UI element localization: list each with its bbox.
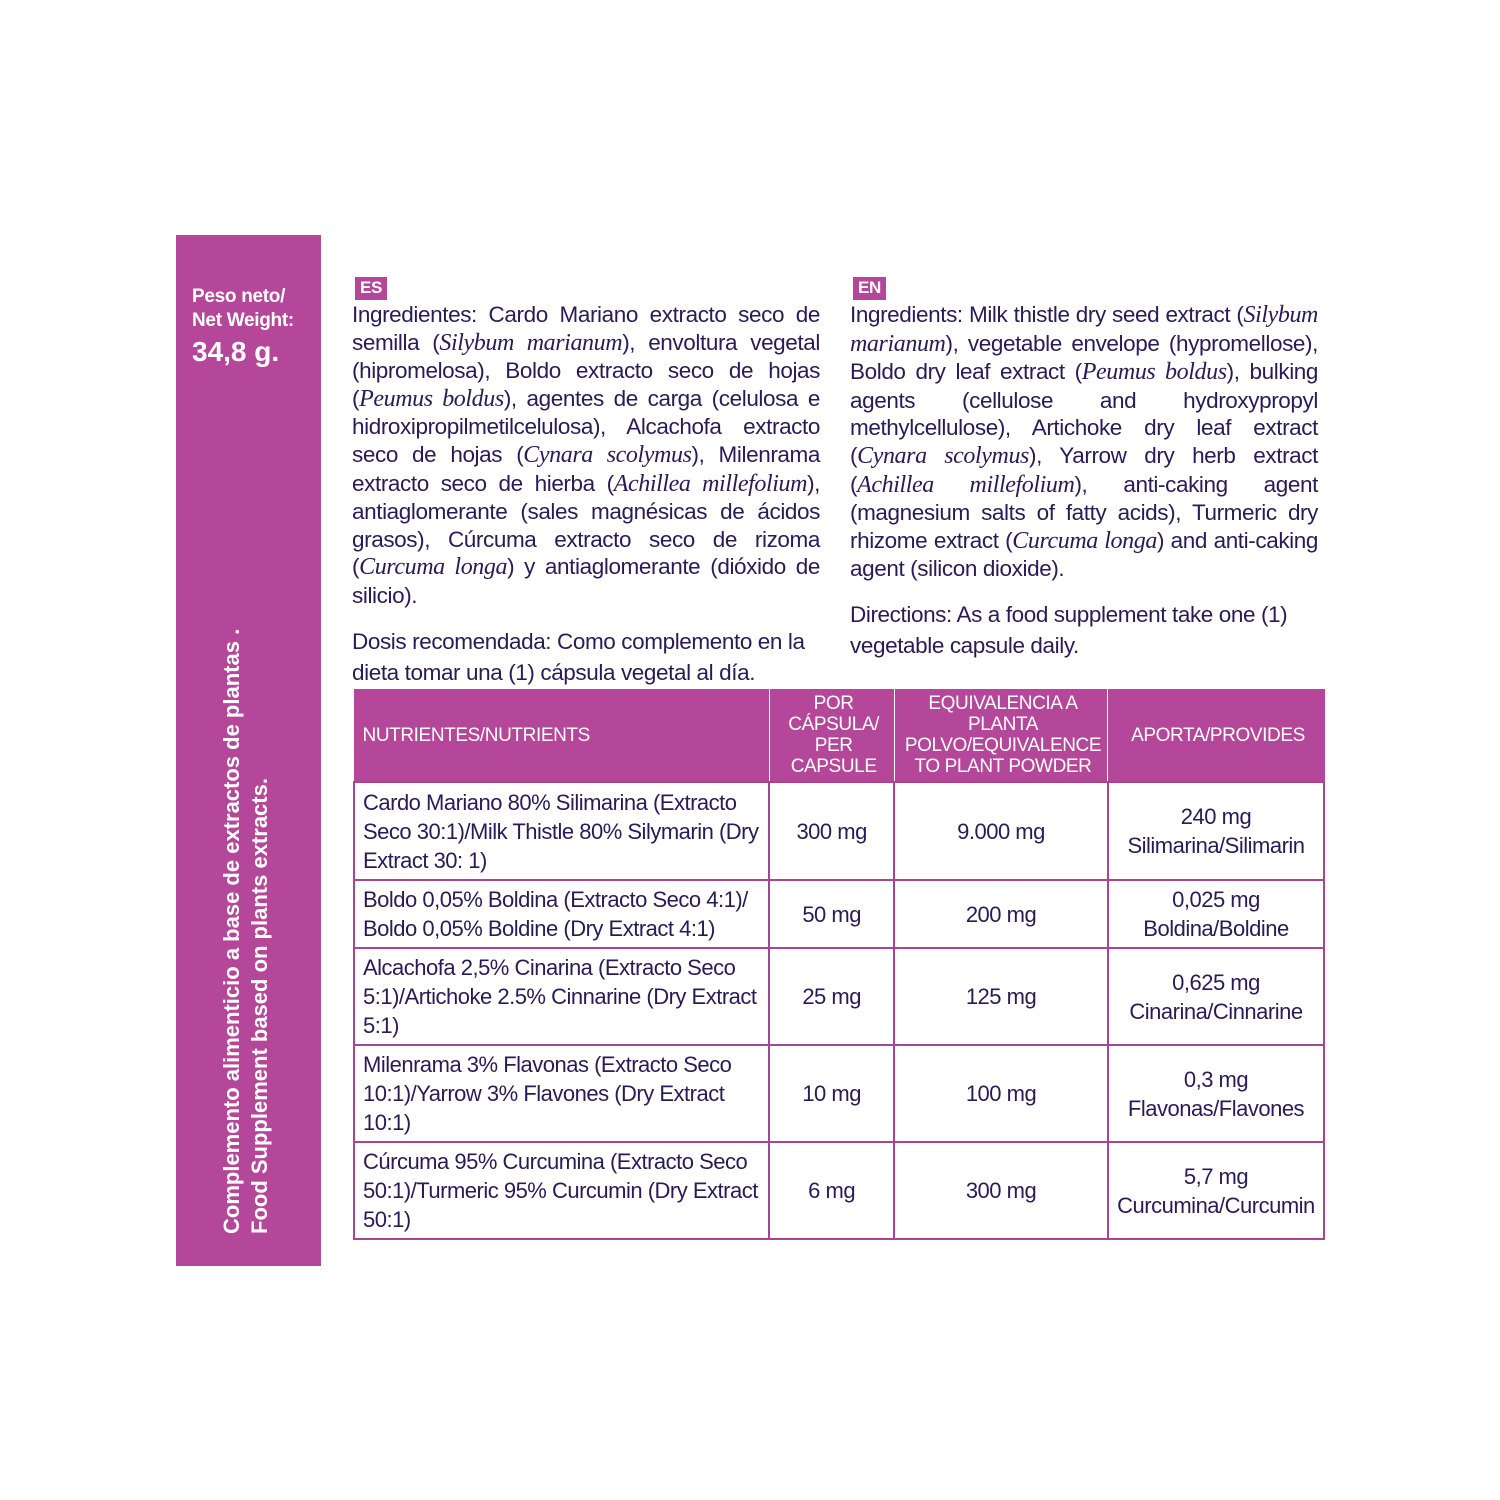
table-header-row (354, 689, 1324, 782)
language-badge-es: ES (355, 277, 387, 300)
header-provides: APORTA/PROVIDES (1108, 689, 1324, 782)
provides-cell (1108, 948, 1324, 1045)
net-weight-value: 34,8 g. (192, 336, 280, 367)
species-name: Curcuma longa (1012, 527, 1157, 554)
ingredient-text: ), vegetable envelope (hypromellose), Boldo dry leaf extract ( (850, 330, 1318, 385)
provides-compound: Curcumina/Curcumin (1117, 1192, 1315, 1218)
ingredient-text: ), antiaglomerante (sales magnésicas de ácidos grasos), Cúrcuma extracto seco de rizoma ( (352, 470, 821, 580)
provides-cell (1108, 1045, 1324, 1142)
nutrient-cell: Alcachofa 2,5% Cinarina (Extracto Seco 5:1)/Artichoke 2.5% Cinnarine (Dry Extract 5:1) (354, 948, 769, 1045)
spanish-column (352, 272, 820, 688)
nutrient-cell: Milenrama 3% Flavonas (Extracto Seco 10:1)/Yarrow 3% Flavones (Dry Extract 10:1) (354, 1045, 769, 1142)
sidebar-band (176, 235, 321, 1266)
net-weight-label-es: Peso neto/ (192, 286, 286, 307)
ingredient-text: ), Milenrama extracto seco de hierba ( (352, 441, 820, 496)
header-equivalence: EQUIVALENCIA A PLANTA POLVO/EQUIVALENCE TO PLANT POWDER (894, 689, 1108, 782)
equivalence-cell: 100 mg (894, 1045, 1108, 1142)
table-row (354, 782, 1324, 880)
ingredient-text: ), Yarrow dry herb extract ( (850, 442, 1318, 497)
provides-cell (1108, 782, 1324, 880)
table-row (354, 880, 1324, 948)
provides-compound: Flavonas/Flavones (1127, 1095, 1305, 1121)
per-capsule-cell: 6 mg (769, 1142, 894, 1239)
species-name: Peumus boldus (1081, 359, 1227, 386)
provides-cell (1108, 1142, 1324, 1239)
provides-compound: Cinarina/Cinnarine (1129, 998, 1303, 1024)
provides-cell (1108, 880, 1324, 948)
ingredient-text: ), bulking agents (cellulose and hydroxypropyl methylcellulose), Artichoke dry leaf extract ( (850, 359, 1319, 468)
provides-amount: 0,3 mg (1183, 1066, 1249, 1092)
product-description-es: Complemento alimenticio a base de extractos de plantas . (219, 628, 244, 1234)
ingredient-text: Ingredients: Milk thistle dry seed extract ( (850, 302, 1244, 327)
ingredient-text: ), envoltura vegetal (hipromelosa), Boldo extracto seco de hojas ( (352, 329, 820, 411)
product-description (218, 614, 274, 1234)
equivalence-cell: 125 mg (894, 948, 1108, 1045)
equivalence-cell: 200 mg (894, 880, 1108, 948)
species-name: Achillea millefolium (613, 470, 808, 497)
nutrient-cell: Cardo Mariano 80% Silimarina (Extracto Seco 30:1)/Milk Thistle 80% Silymarin (Dry Extract 30: 1) (354, 782, 769, 880)
species-name: Silybum marianum (850, 302, 1318, 357)
per-capsule-cell: 25 mg (769, 948, 894, 1045)
table-row (354, 948, 1324, 1045)
nutrient-cell: Cúrcuma 95% Curcumina (Extracto Seco 50:1)/Turmeric 95% Curcumin (Dry Extract 50:1) (354, 1142, 769, 1239)
species-name: Cynara scolymus (523, 441, 692, 468)
product-description-en: Food Supplement based on plants extracts. (247, 778, 272, 1234)
provides-amount: 0,025 mg (1172, 887, 1260, 912)
net-weight-label-en: Net Weight: (192, 310, 294, 331)
table-row (354, 1045, 1324, 1142)
provides-amount: 5,7 mg (1183, 1163, 1249, 1189)
net-weight (192, 285, 294, 371)
provides-compound: Boldina/Boldine (1143, 916, 1289, 941)
species-name: Silybum marianum (439, 329, 623, 356)
header-nutrients: NUTRIENTES/NUTRIENTS (354, 689, 769, 782)
english-column (850, 272, 1318, 661)
ingredient-text: ), agentes de carga (celulosa e hidroxipropilmetilcelulosa), Alcachofa extracto seco de hojas ( (352, 385, 820, 467)
nutrient-cell: Boldo 0,05% Boldina (Extracto Seco 4:1)/ Boldo 0,05% Boldine (Dry Extract 4:1) (354, 880, 769, 948)
ingredient-text: Ingredientes: Cardo Mariano extracto seco de semilla ( (352, 302, 820, 355)
provides-amount: 240 mg (1180, 804, 1252, 829)
ingredient-text: ), anti-caking agent (magnesium salts of fatty acids), Turmeric dry rhizome extract ( (850, 471, 1318, 553)
ingredient-text: ) and anti-caking agent (silicon dioxide). (850, 527, 1318, 582)
per-capsule-cell: 50 mg (769, 880, 894, 948)
ingredients-es (352, 301, 820, 610)
species-name: Peumus boldus (359, 385, 504, 412)
equivalence-cell: 9.000 mg (894, 782, 1108, 880)
table-row (354, 1142, 1324, 1239)
equivalence-cell: 300 mg (894, 1142, 1108, 1239)
per-capsule-cell: 300 mg (769, 782, 894, 880)
provides-compound: Silimarina/Silimarin (1127, 833, 1305, 858)
dose-es: Dosis recomendada: Como complemento en la dieta tomar una (1) cápsula vegetal al día. (352, 628, 805, 685)
provides-amount: 0,625 mg (1172, 969, 1260, 995)
species-name: Curcuma longa (359, 554, 508, 581)
nutrition-table (353, 689, 1325, 1240)
dose-en: Directions: As a food supplement take one (1) vegetable capsule daily. (850, 601, 1288, 658)
ingredients-en (850, 301, 1318, 583)
per-capsule-cell: 10 mg (769, 1045, 894, 1142)
header-per-capsule: POR CÁPSULA/ PER CAPSULE (769, 689, 894, 782)
species-name: Cynara scolymus (857, 442, 1029, 469)
language-badge-en: EN (853, 277, 886, 300)
species-name: Achillea millefolium (857, 471, 1075, 498)
ingredient-text: ) y antiaglomerante (dióxido de silicio). (352, 554, 820, 608)
